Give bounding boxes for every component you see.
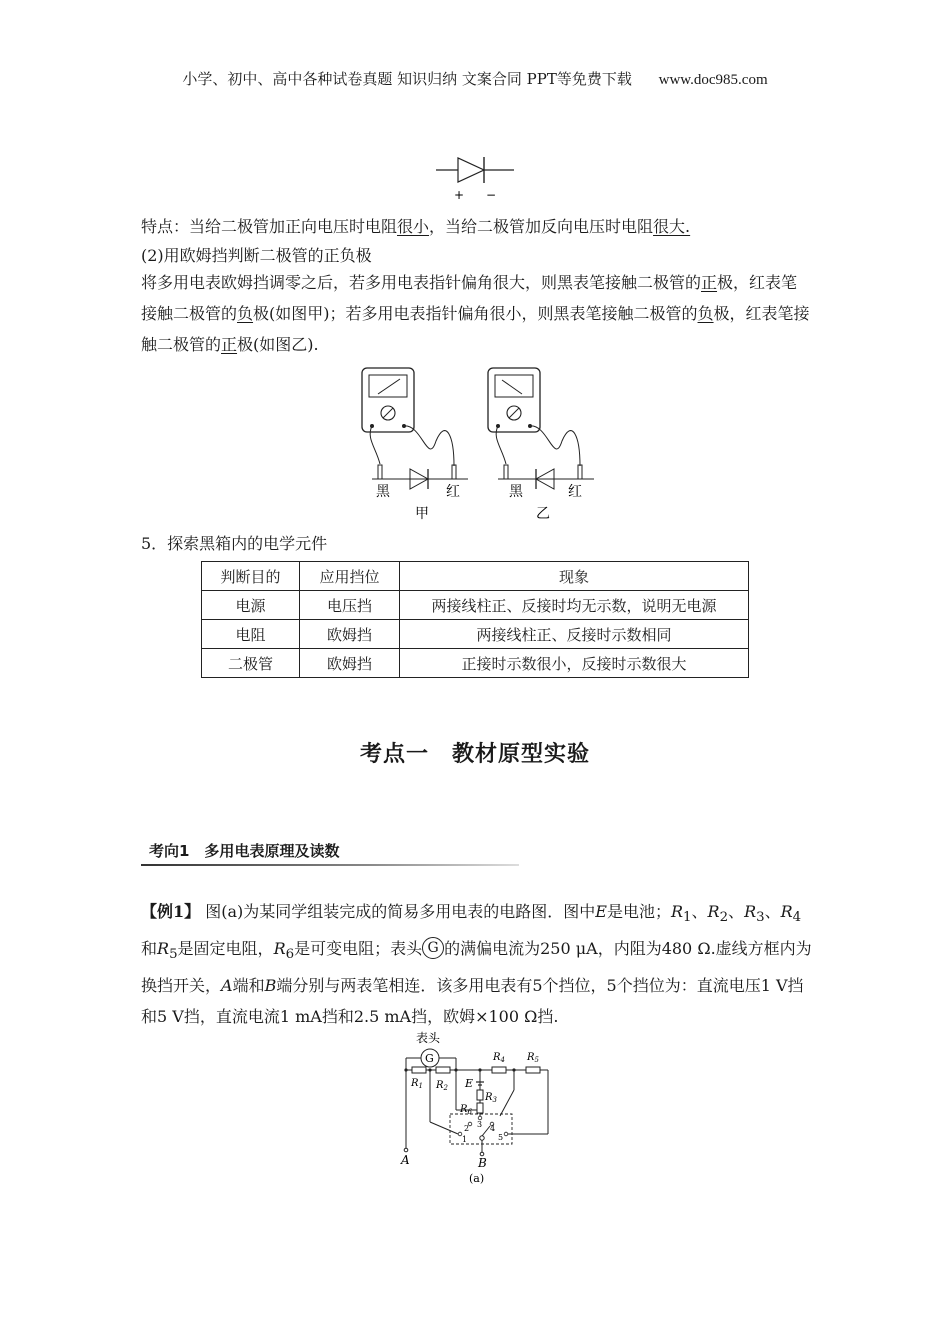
table-row [202,649,749,678]
ohm-answer-3: 负 [697,304,714,323]
multimeter-diode-figure [350,366,600,524]
example-text-5: 的满偏电流为250 μA，内阻为480 Ω.虚线方框内为换挡开关， [141,939,812,996]
resistor-symbol: R [157,939,170,959]
example-text-4: 是可变电阻；表头 [294,939,423,959]
resistor-sub: 6 [285,947,295,963]
resistor-sub: 1 [683,910,692,926]
ohm-answer-1: 正 [701,273,718,292]
circuit-caption: (a) [469,1172,485,1185]
feature-answer-2: 很大. [653,217,691,236]
resistor-sub: 5 [169,947,178,963]
section-title: 考点一 教材原型实验 [359,742,590,767]
subsection-header [141,840,519,866]
subsection-underline [141,864,519,866]
table-row [202,620,749,649]
switch-pos-1: 1 [462,1135,468,1144]
example-E: E [595,902,607,921]
feature-answer-1: 很小 [397,217,430,236]
ohm-answer-2: 负 [237,304,254,323]
terminal-A: A [401,1153,410,1167]
example-tag: 【例1】 [141,902,201,921]
example-B: B [264,976,277,996]
table-cell: 欧姆挡 [300,649,400,678]
table-row [202,591,749,620]
example-text-3: 是固定电阻， [177,939,274,959]
resistor-symbol: R [744,902,757,921]
table-cell: 电压挡 [300,591,400,620]
black-box-table [201,561,749,678]
circuit-R1-label: $R_1$ [411,1078,423,1090]
table-cell: 电阻 [202,620,300,649]
example-text-1: 图(a)为某同学组装完成的简易多用电表的电路图．图中 [205,902,596,921]
caption-left: 甲 [415,506,429,522]
ohm-text-3: 极(如图甲)；若多用电表指针偏角很小，则黑表笔接触二极管的 [253,304,698,323]
right-red-label: 红 [568,484,582,500]
switch-pos-2: 2 [464,1124,470,1133]
table-cell: 两接线柱正、反接时示数相同 [400,620,749,649]
terminal-B: B [478,1156,487,1170]
circuit-R4-label: $R_4$ [493,1052,505,1064]
circuit-R3-label: $R_3$ [485,1092,497,1104]
table-header-cell: 判断目的 [202,562,300,591]
circuit-E: E [465,1077,474,1090]
resistor-sub: 3 [756,910,765,926]
multimeter-left [362,368,468,489]
table-header-row [202,562,749,591]
example-paragraph: 【例1】 图(a)为某同学组装完成的简易多用电表的电路图．图中E是电池；$R_1$、$R_2$、$R_3$、$R_4$和$R_5$是固定电阻，$R_6$是可变电阻；表头 G 的满偏电流为250 μA，内阻为480 Ω.虚线方框内为换挡开关，A端和B端分别与两表笔相连．该多用电表有5个挡位，5个挡位为：直流电压1 V挡和5 V挡，直流电流1 mA挡和2.5 mA挡，欧姆×100 Ω挡. [141,902,812,1027]
diode-minus-label: − [486,188,497,202]
resistor-symbol: R [707,902,720,921]
circuit-title: 表头 [416,1031,441,1045]
table-cell: 两接线柱正、反接时均无示数，说明无电源 [400,591,749,620]
header-text: 小学、初中、高中各种试卷真题 知识归纳 文案合同 PPT等免费下载 [182,70,632,88]
resistor-symbol: R [780,902,793,921]
table-cell: 正接时示数很小，反接时示数很大 [400,649,749,678]
resistor-symbol: R [273,939,286,959]
multimeter-right [488,368,594,489]
resistor-sub: 2 [719,910,729,926]
table-cell: 欧姆挡 [300,620,400,649]
switch-pos-5: 5 [498,1133,504,1142]
feature-prefix: 特点：当给二极管加正向电压时电阻 [141,217,398,236]
example-text-7: 端分别与两表笔相连．该多用电表有5个挡位，5个挡位为：直流电压1 V挡和5 V挡，直流电流1 mA挡和2.5 mA挡，欧姆×100 Ω挡. [141,976,804,1027]
feature-line [141,211,811,242]
diode-plus-label: + [454,188,465,202]
galvanometer-symbol: G [422,937,444,959]
ohm-text-4: 极，红表笔接触二极管的 [141,304,810,354]
table-header-cell: 现象 [400,562,749,591]
circuit-R5-label: $R_5$ [527,1052,539,1064]
table-cell: 电源 [202,591,300,620]
left-red-label: 红 [446,484,460,500]
table-header-cell: 应用挡位 [300,562,400,591]
right-black-label: 黑 [509,484,523,500]
page-header [0,68,950,89]
ohm-text-5: 极(如图乙). [237,335,319,354]
ohm-paragraph [141,267,811,360]
left-black-label: 黑 [376,484,390,500]
resistor-symbol: R [670,902,684,921]
caption-right: 乙 [536,506,550,522]
example-A: A [221,976,233,996]
resistor-sub: 4 [792,910,802,926]
header-url[interactable]: www.doc985.com [658,72,768,88]
ohm-answer-4: 正 [221,335,238,354]
ohm-text-2: 极，红表笔接触二极管的 [141,273,798,323]
section5-title: 5．探索黑箱内的电学元件 [141,534,328,553]
sub2-title: (2)用欧姆挡判断二极管的正负极 [141,246,372,265]
circuit-diagram [390,1030,560,1190]
circuit-G: G [425,1052,434,1065]
switch-pos-4: 4 [490,1124,496,1133]
ohm-text-1: 将多用电表欧姆挡调零之后，若多用电表指针偏角很大，则黑表笔接触二极管的 [141,273,702,292]
subsection-title: 考向1 多用电表原理及读数 [149,842,340,860]
switch-pos-3: 3 [477,1120,483,1129]
example-text-2: 是电池； [606,902,671,921]
circuit-R6-label: $R_6$ [460,1104,472,1116]
table-cell: 二极管 [202,649,300,678]
example-text-6: 端和 [232,976,265,996]
circuit-R2-label: $R_2$ [436,1080,448,1092]
diode-symbol-figure [434,152,516,202]
feature-middle: ，当给二极管加反向电压时电阻 [429,217,654,236]
